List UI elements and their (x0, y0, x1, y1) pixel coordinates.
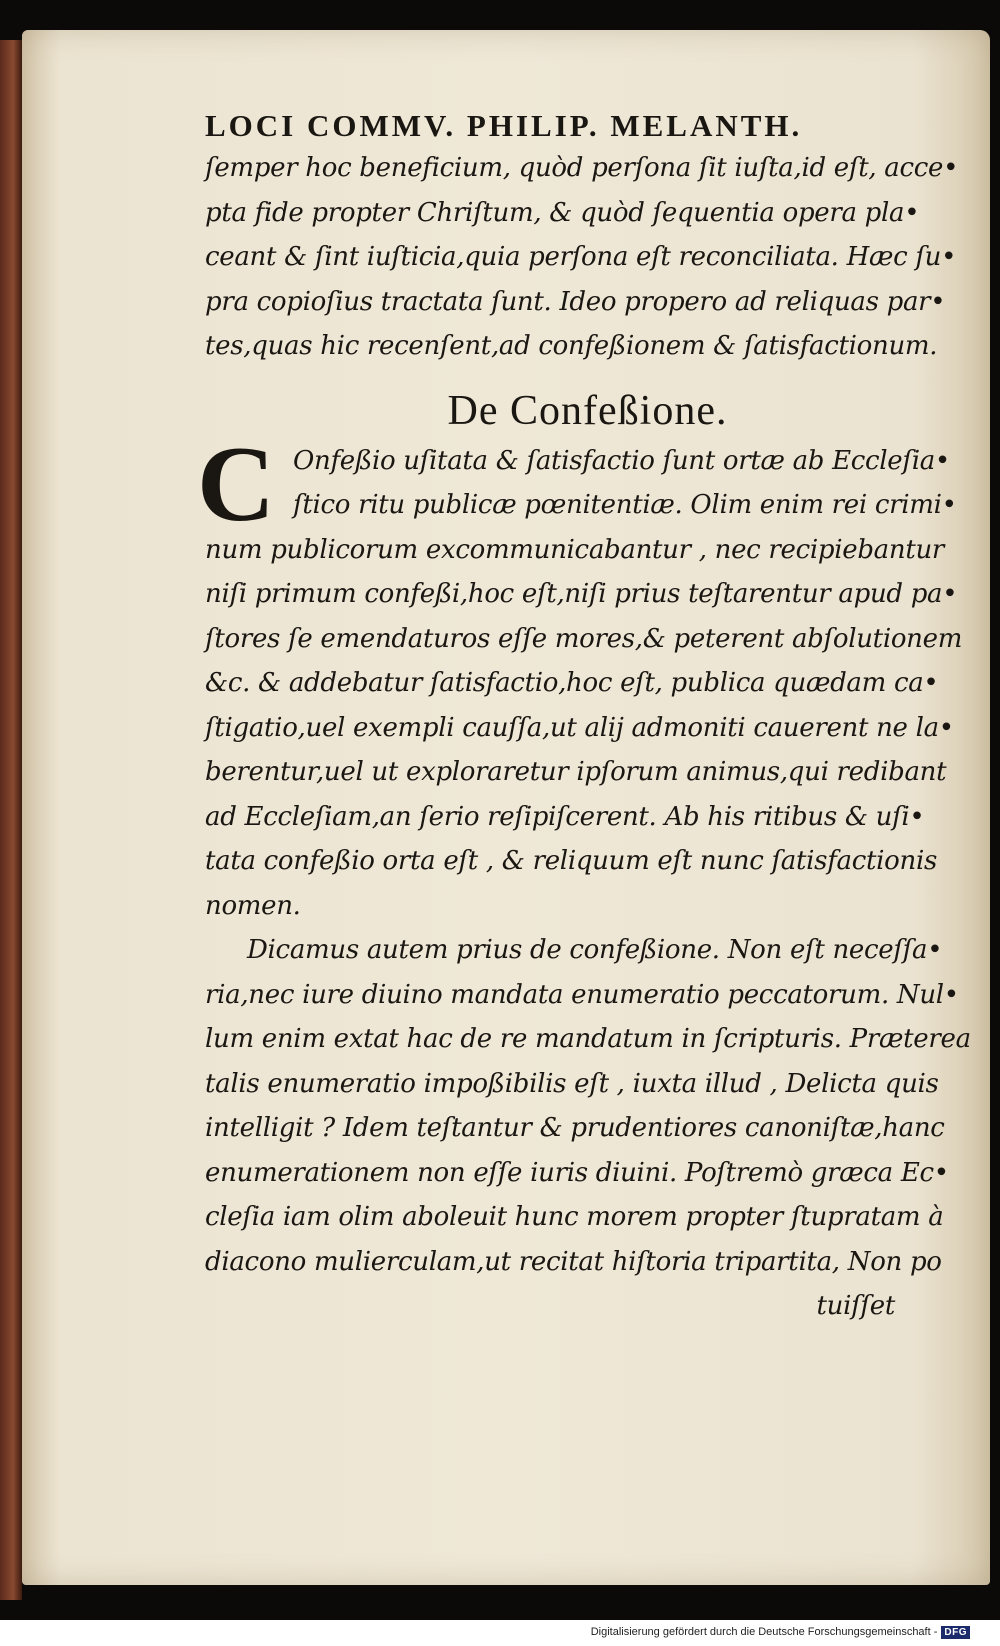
text-line: intelligit ? Idem teſtantur & prudentiores canoniſtæ,hanc (205, 1113, 945, 1143)
text-line: tes,quas hic recenſent,ad confeßionem & ſatisfactionum. (205, 331, 938, 361)
text-line: Dicamus autem prius de confeßione. Non eſt neceſſa• (247, 935, 943, 965)
text-line: lum enim extat hac de re mandatum in ſcripturis. Præterea (205, 1024, 971, 1054)
text-line: diacono mulierculam,ut recitat hiſtoria tripartita, Non po (205, 1246, 942, 1277)
text-line: ſtico ritu publicæ pœnitentiæ. Olim enim rei crimi• (293, 490, 957, 520)
text-line: ad Eccleſiam,an ſerio reſipiſcerent. Ab his ritibus & uſi• (205, 801, 925, 832)
book-binding-edge (0, 40, 22, 1600)
section-title: De Confeßione. (447, 387, 728, 434)
text-line: ſtigatio,uel exempli cauſſa,ut alij admoniti cauerent ne la• (205, 712, 954, 743)
paragraph-3 (205, 928, 971, 1284)
text-line: berentur,uel ut exploraretur ipſorum animus,qui redibant (205, 757, 947, 787)
text-line: nomen. (205, 890, 301, 921)
text-line: ceant & ſint iuſticia,quia perſona eſt reconciliata. Hæc ſu• (205, 242, 957, 272)
text-line: num publicorum excommunicabantur , nec recipiebantur (205, 534, 945, 565)
dfg-logo: DFG (941, 1626, 970, 1639)
text-line: tata confeßio orta eſt , & reliquum eſt nunc ſatisfactionis (205, 846, 938, 876)
text-line: pra copioſius tractata ſunt. Ideo propero ad reliquas par• (205, 286, 946, 317)
page-text (197, 108, 971, 1329)
text-line: ria,nec iure diuino mandata enumeratio peccatorum. Nul• (205, 979, 959, 1010)
paragraph-1 (205, 146, 959, 369)
text-line: Onfeßio uſitata & ſatisfactio ſunt ortæ ab Eccleſia• (293, 445, 950, 476)
text-line: niſi primum confeßi,hoc eſt,niſi prius teſtarentur apud pa• (205, 579, 958, 609)
text-line: cleſia iam olim aboleuit hunc morem propter ſtupratam à (205, 1202, 944, 1232)
text-line: enumerationem non eſſe iuris diuini. Poſtremò græca Ec• (205, 1157, 949, 1188)
drop-cap-initial: C (197, 424, 275, 544)
text-line: ſtores ſe emendaturos eſſe mores,& peterent abſolutionem (205, 623, 963, 654)
text-line: &c. & addebatur ſatisfactio,hoc eſt, publica quædam ca• (205, 668, 939, 698)
text-line: talis enumeratio impoßibilis eſt , iuxta illud , Delicta quis (205, 1068, 939, 1099)
running-head: LOCI COMMV. PHILIP. MELANTH. (205, 108, 803, 143)
paragraph-2 (197, 424, 963, 929)
credit-text: Digitalisierung gefördert durch die Deutsche Forschungsgemeinschaft - (590, 1626, 938, 1638)
digitization-credit (591, 1622, 970, 1642)
catchword: tuiſſet (816, 1291, 895, 1321)
text-line: ſemper hoc beneficium, quòd perſona ſit iuſta,id eſt, acce• (205, 153, 959, 183)
text-line: pta fide propter Chriſtum, & quòd ſequentia opera pla• (205, 197, 920, 228)
